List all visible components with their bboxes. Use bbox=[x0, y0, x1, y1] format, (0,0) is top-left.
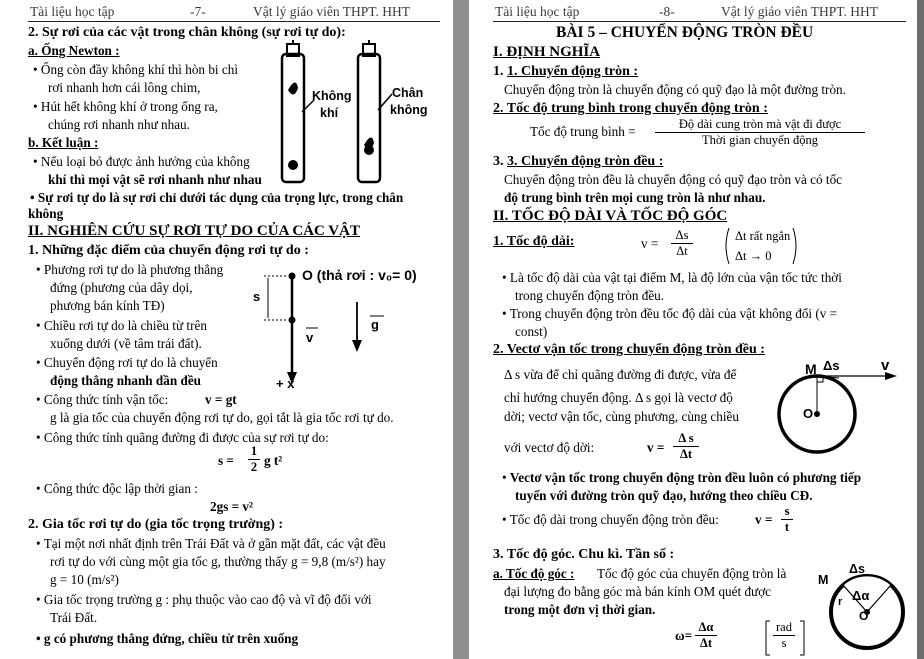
bullet-text: khí thì mọi vật sẽ rơi nhanh như nhau bbox=[48, 172, 262, 187]
body-text: chỉ hướng chuyển động. Δ s gọi là vectơ độ bbox=[504, 390, 733, 405]
bullet-text: rơi nhanh hơn cái lông chim, bbox=[48, 80, 201, 95]
bullet-text: • Tại một nơi nhất định trên Trái Đất và ở gần mặt đất, các vật đều bbox=[36, 536, 386, 551]
bullet-text: • Công thức tính quãng đường đi được của sự rơi tự do: bbox=[36, 430, 329, 445]
bullet-text: • Nếu loại bỏ được ảnh hưởng của không bbox=[33, 154, 250, 169]
bullet-text: • Phương rơi tự do là phương thẳng bbox=[36, 262, 224, 277]
bullet-text: • Vectơ vận tốc trong chuyển động tròn đều luôn có phương tiếp bbox=[502, 470, 862, 485]
subsection-heading: b. Kết luận : bbox=[28, 135, 99, 150]
formula-fraction: $\frac{\text{Δ s}}{\Delta t}$ bbox=[673, 431, 699, 462]
tube-label: không bbox=[390, 103, 428, 117]
body-text: Δ s vừa để chỉ quãng đường đi được, vừa để bbox=[504, 367, 737, 382]
body-text: trong một đơn vị thời gian. bbox=[504, 602, 656, 617]
body-text: Chuyển động tròn là chuyển động có quỹ đạo là một đường tròn. bbox=[504, 82, 846, 97]
header-rule bbox=[493, 21, 906, 22]
subsection-heading: 2. Gia tốc rơi tự do (gia tốc trọng trường) : bbox=[28, 517, 284, 532]
bullet-text: không bbox=[28, 206, 64, 221]
diagram-label: v bbox=[306, 330, 314, 345]
formula: g t² bbox=[264, 453, 283, 468]
diagram-label: + x bbox=[276, 376, 295, 391]
header-right-text: Vật lý giáo viên THPT. HHT bbox=[721, 4, 878, 19]
formula: ω= bbox=[675, 628, 693, 643]
formula: v = bbox=[755, 512, 773, 527]
formula-fraction: $\frac{1}{2}$ bbox=[248, 444, 260, 475]
formula: 2gs = v² bbox=[210, 499, 253, 514]
section-heading: 2. Sự rơi của các vật trong chân không (sự rơi tự do): bbox=[28, 25, 346, 40]
formula: v = bbox=[641, 236, 659, 251]
bullet-text: • Hút hết không khí ở trong ống ra, bbox=[33, 99, 218, 114]
bullet-text: g là gia tốc của chuyển động rơi tự do, gọi tắt là gia tốc rơi tự do. bbox=[50, 410, 394, 425]
bullet-text: trong chuyển động tròn đều. bbox=[515, 288, 665, 303]
diagram-label: O bbox=[803, 406, 814, 421]
bullet-text: chúng rơi nhanh như nhau. bbox=[48, 117, 190, 132]
diagram-label: r bbox=[838, 596, 843, 608]
bullet-text: const) bbox=[515, 324, 548, 339]
bullet-text: • Chiều rơi tự do là chiều từ trên bbox=[36, 318, 207, 333]
section-heading: I. ĐỊNH NGHĨA bbox=[493, 44, 601, 60]
formula-fraction: $\frac{\Delta\alpha}{\Delta t}$ bbox=[695, 620, 717, 651]
body-text: Chuyển động tròn đều là chuyển động có quỹ đạo tròn và có tốc bbox=[504, 172, 843, 187]
bullet-text: rơi tự do với cùng một gia tốc g, thường thấy g = 9,8 (m/s²) hay bbox=[50, 554, 386, 569]
diagram-label: O (thả rơi : v₀= 0) bbox=[302, 267, 417, 283]
bullet-text: • Tốc độ dài trong chuyển động tròn đều: bbox=[502, 512, 719, 527]
header-page-number: -7- bbox=[190, 4, 206, 19]
lesson-title: BÀI 5 – CHUYỂN ĐỘNG TRÒN ĐỀU bbox=[556, 24, 814, 41]
subsection-heading: 2. Vectơ vận tốc trong chuyển động tròn đều : bbox=[493, 342, 765, 357]
bullet-text: • Sự rơi tự do là sự rơi chỉ dưới tác dụng của trọng lực, trong chân bbox=[30, 190, 404, 205]
formula-fraction: $\frac{s}{t}$ bbox=[781, 504, 793, 535]
bullet-text: • Trong chuyển động tròn đều tốc độ dài của vật không đổi (v = bbox=[502, 306, 838, 321]
left-page bbox=[0, 0, 453, 659]
body-text: với vectơ độ dời: bbox=[504, 440, 595, 455]
subsection-heading: 1. Những đặc điểm của chuyển động rơi tự do : bbox=[28, 243, 309, 258]
subsection-heading: 1. 1. Chuyển động tròn : bbox=[493, 64, 639, 79]
formula-fraction: $\frac{\Delta s}{\Delta t}$ bbox=[671, 228, 693, 259]
header-rule bbox=[28, 21, 440, 22]
bullet-text: g = 10 (m/s²) bbox=[50, 572, 119, 587]
bullet-text: • Công thức độc lập thời gian : bbox=[36, 481, 198, 496]
diagram-label: Δs bbox=[849, 562, 865, 576]
bullet-text: xuống dưới (về tâm trái đất). bbox=[50, 336, 202, 351]
diagram-label: M bbox=[818, 573, 829, 587]
bullet-text: • g có phương thẳng đứng, chiều từ trên xuống bbox=[36, 631, 299, 646]
diagram-label: Δs bbox=[823, 358, 840, 373]
formula: s = bbox=[218, 453, 234, 468]
formula: Δt → 0 bbox=[735, 249, 772, 263]
circular-motion-velocity-figure bbox=[779, 357, 919, 460]
body-text: dời; vectơ vận tốc, cùng phương, cùng chiều bbox=[504, 409, 739, 424]
bullet-text: đứng (phương của dây dọi, bbox=[50, 280, 193, 295]
bullet-text: tuyến với đường tròn quỹ đạo, hướng theo chiều CĐ. bbox=[515, 488, 813, 503]
right-page bbox=[469, 0, 921, 659]
section-heading: II. TỐC ĐỘ DÀI VÀ TỐC ĐỘ GÓC bbox=[493, 208, 728, 224]
formula: v = bbox=[647, 440, 665, 455]
angular-speed-figure bbox=[827, 568, 921, 656]
formula-fraction: rad s bbox=[773, 620, 795, 651]
bullet-text: Trái Đất. bbox=[50, 610, 98, 625]
subsection-heading: 3. Tốc độ góc. Chu kì. Tần số : bbox=[493, 547, 675, 562]
bullet-text: • Chuyển động rơi tự do là chuyển bbox=[36, 355, 218, 370]
header-left-text: Tài liệu học tập bbox=[495, 4, 580, 19]
subsection-heading: 1. Tốc độ dài: bbox=[493, 234, 575, 249]
bullet-text: • Gia tốc trọng trường g : phụ thuộc vào cao độ và vĩ độ đối với bbox=[36, 592, 372, 607]
vertical-scrollbar[interactable] bbox=[917, 0, 924, 659]
diagram-label: Δα bbox=[852, 588, 870, 603]
subsection-heading: 3. 3. Chuyển động tròn đều : bbox=[493, 154, 664, 169]
subsection-heading: 2. Tốc độ trung bình trong chuyển động tròn : bbox=[493, 101, 768, 116]
body-text: Tốc độ góc của chuyển động tròn là bbox=[597, 566, 787, 581]
diagram-label: M bbox=[805, 361, 817, 377]
bullet-text: • Ống còn đầy không khí thì hòn bi chì bbox=[33, 62, 238, 77]
diagram-label: s bbox=[253, 289, 261, 304]
tube-label: Chân bbox=[392, 86, 424, 100]
diagram-label: O bbox=[859, 609, 869, 623]
header-page-number: -8- bbox=[659, 4, 675, 19]
formula: v = gt bbox=[205, 392, 237, 407]
formula: Tốc độ trung bình = bbox=[530, 124, 636, 139]
tube-label: khí bbox=[320, 106, 339, 120]
tube-label: Không bbox=[312, 89, 352, 103]
section-heading: II. NGHIÊN CỨU SỰ RƠI TỰ DO CỦA CÁC VẬT bbox=[28, 223, 360, 239]
diagram-label: v bbox=[881, 357, 890, 374]
bullet-text: • Là tốc độ dài của vật tại điểm M, là độ lớn của vận tốc tức thời bbox=[502, 270, 842, 285]
subsection-heading: a. Tốc độ góc : bbox=[493, 566, 575, 581]
diagram-label: g bbox=[371, 317, 379, 332]
body-text: độ trung bình trên mọi cung tròn là như nhau. bbox=[504, 190, 766, 205]
formula: Δt rất ngắn bbox=[735, 229, 791, 243]
header-left-text: Tài liệu học tập bbox=[30, 4, 115, 19]
subsection-heading: a. Ống Newton : bbox=[28, 43, 120, 58]
header-right-text: Vật lý giáo viên THPT. HHT bbox=[253, 4, 410, 19]
body-text: đại lượng đo bằng góc mà bán kính OM quét được bbox=[504, 584, 772, 599]
bullet-text: phương bán kính TĐ) bbox=[50, 298, 165, 313]
formula-fraction: Độ dài cung tròn mà vật đi được Thời gian chuyển động bbox=[655, 117, 865, 148]
bullet-text: • Công thức tính vận tốc: bbox=[36, 392, 169, 407]
bullet-text: động thẳng nhanh dần đều bbox=[50, 373, 202, 388]
